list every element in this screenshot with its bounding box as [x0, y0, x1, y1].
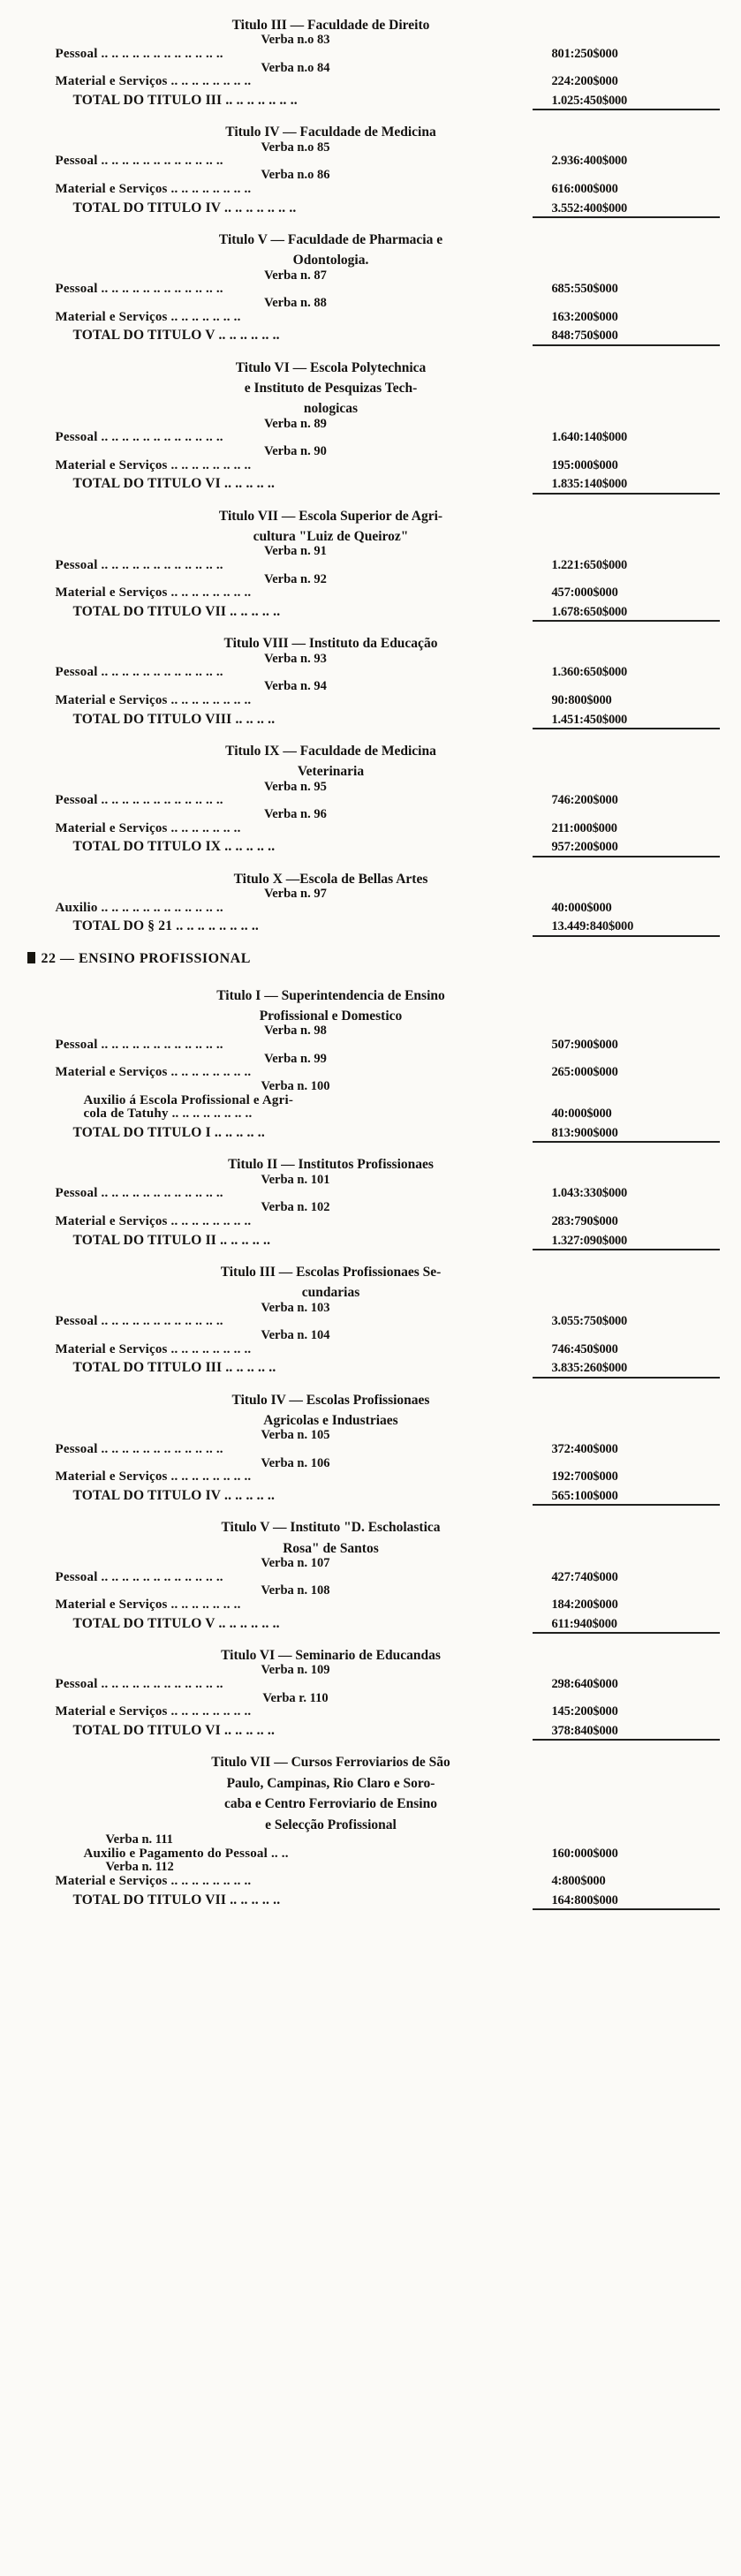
total-row [22, 840, 720, 857]
verba-label: Verba n. 99 [264, 1051, 327, 1066]
expense-label: cola de Tatuhy .. .. .. .. .. .. .. .. [83, 1107, 253, 1122]
expense-row [22, 1107, 720, 1122]
expense-row [22, 794, 720, 808]
verba-label: Verba n. 112 [105, 1860, 174, 1875]
total-value: 13.449:840$000 [533, 920, 720, 936]
total-row [22, 1489, 720, 1506]
expense-label: Pessoal .. .. .. .. .. .. .. .. .. .. .. .. [55, 155, 223, 169]
expense-value: 746:450$000 [551, 1341, 618, 1356]
block-spacer [22, 495, 720, 503]
expense-row [22, 586, 720, 601]
expense-label: Pessoal .. .. .. .. .. .. .. .. .. .. .. .. [55, 1442, 223, 1456]
expense-value: 1.640:140$000 [551, 430, 628, 445]
expense-value: 1.043:330$000 [551, 1186, 628, 1201]
total-row [22, 201, 720, 218]
expense-label: Pessoal .. .. .. .. .. .. .. .. .. .. .. .. [55, 431, 223, 445]
expense-value: 427:740$000 [551, 1569, 618, 1584]
expense-value: 211:000$000 [551, 820, 617, 835]
section-number: 22 [41, 950, 57, 966]
verba-label: Verba n. 103 [261, 1300, 330, 1315]
block-spacer [22, 1143, 720, 1152]
total-value: 1.678:650$000 [533, 606, 720, 622]
expense-label: Material e Serviços .. .. .. .. .. .. .. .. [55, 1874, 252, 1888]
title-heading: Titulo II — Institutos Profissionaes [228, 1157, 434, 1173]
expense-row [22, 1470, 720, 1484]
verba-label: Verba r. 110 [262, 1690, 329, 1705]
expense-value: 616:000$000 [551, 181, 618, 196]
expense-row [22, 459, 720, 473]
total-label: TOTAL DO TITULO VI .. .. .. .. .. [72, 477, 276, 492]
title-heading: Agricolas e Industriaes [263, 1412, 398, 1428]
expense-row [22, 1215, 720, 1229]
total-value: 378:840$000 [533, 1725, 720, 1741]
expense-value: 40:000$000 [551, 900, 612, 915]
title-heading: Titulo VI — Seminario de Educandas [221, 1648, 441, 1664]
total-label: TOTAL DO TITULO II .. .. .. .. .. [72, 1233, 271, 1248]
title-heading: Titulo IV — Faculdade de Medicina [225, 125, 436, 140]
expense-label: Material e Serviços .. .. .. .. .. .. .. .. [55, 693, 252, 707]
total-label: TOTAL DO TITULO VII .. .. .. .. .. [72, 605, 281, 620]
expense-value: 372:400$000 [551, 1441, 618, 1456]
title-heading: Titulo IX — Faculdade de Medicina [225, 743, 436, 759]
verba-label: Verba n.o 84 [261, 60, 330, 75]
expense-value: 90:800$000 [551, 692, 612, 707]
expense-label: Pessoal .. .. .. .. .. .. .. .. .. .. .. .. [55, 1315, 223, 1329]
total-label: TOTAL DO TITULO VII .. .. .. .. .. [72, 1892, 281, 1907]
expense-label: Pessoal .. .. .. .. .. .. .. .. .. .. .. .. [55, 1038, 223, 1052]
total-label: TOTAL DO TITULO IV .. .. .. .. .. .. .. [72, 200, 297, 215]
expense-value: 2.936:400$000 [551, 154, 628, 169]
expense-value: 160:000$000 [551, 1846, 618, 1861]
block-spacer [22, 1741, 720, 1749]
total-row [22, 1361, 720, 1378]
expense-label: Material e Serviços .. .. .. .. .. .. .. .. [55, 458, 252, 472]
verba-label: Verba n. 98 [264, 1024, 327, 1039]
total-row [22, 1126, 720, 1143]
expense-value: 283:790$000 [551, 1213, 618, 1228]
expense-label: Pessoal .. .. .. .. .. .. .. .. .. .. .. .. [55, 1187, 223, 1201]
total-label: TOTAL DO TITULO III .. .. .. .. .. [72, 1361, 276, 1376]
expense-row [22, 694, 720, 708]
expense-row [22, 1343, 720, 1357]
expense-label: Material e Serviços .. .. .. .. .. .. .. .. [55, 182, 252, 196]
expense-row [22, 1875, 720, 1889]
title-heading: e Instituto de Pesquizas Tech- [244, 380, 418, 396]
verba-label: Verba n. 109 [261, 1663, 330, 1678]
expense-label: Auxilio .. .. .. .. .. .. .. .. .. .. .. .. [55, 901, 223, 915]
expense-value: 801:250$000 [551, 47, 618, 62]
budget-table [22, 4, 720, 1910]
expense-row [22, 1094, 720, 1108]
expense-value: 4:800$000 [551, 1873, 606, 1888]
verba-label: Verba n. 92 [264, 571, 327, 586]
verba-label: Verba n. 111 [105, 1832, 173, 1847]
block-spacer [22, 857, 720, 866]
total-value: 611:940$000 [533, 1618, 720, 1634]
expense-row [22, 75, 720, 89]
expense-label: Material e Serviços .. .. .. .. .. .. .. .. [55, 1066, 252, 1080]
expense-label: Pessoal .. .. .. .. .. .. .. .. .. .. .. .. [55, 48, 223, 62]
expense-row [22, 311, 720, 325]
title-heading: Veterinaria [297, 764, 365, 780]
expense-label: Pessoal .. .. .. .. .. .. .. .. .. .. .. .. [55, 1570, 223, 1584]
block-spacer [22, 622, 720, 631]
total-value: 848:750$000 [533, 329, 720, 345]
expense-value: 685:550$000 [551, 282, 618, 297]
total-row [22, 919, 720, 936]
total-value: 3.552:400$000 [533, 202, 720, 218]
block-spacer [22, 729, 720, 738]
expense-label: Pessoal .. .. .. .. .. .. .. .. .. .. .. .. [55, 559, 223, 573]
verba-label: Verba n. 95 [264, 779, 327, 794]
expense-row [22, 666, 720, 680]
total-row [22, 605, 720, 622]
total-value: 1.327:090$000 [533, 1235, 720, 1250]
expense-label: Auxilio e Pagamento do Pessoal .. .. [83, 1847, 289, 1861]
expense-value: 507:900$000 [551, 1037, 618, 1052]
expense-value: 457:000$000 [551, 585, 618, 601]
verba-label: Verba n. 108 [261, 1583, 330, 1598]
total-value: 565:100$000 [533, 1490, 720, 1506]
block-spacer [22, 1250, 720, 1259]
title-heading: caba e Centro Ferroviario de Ensino [224, 1796, 437, 1812]
title-heading: Titulo III — Faculdade de Direito [231, 18, 430, 33]
expense-value: 265:000$000 [551, 1065, 618, 1080]
total-label: TOTAL DO TITULO V .. .. .. .. .. .. [72, 1616, 280, 1631]
expense-row [22, 1039, 720, 1053]
expense-label: Material e Serviços .. .. .. .. .. .. .. .. [55, 1705, 252, 1719]
expense-row [22, 1598, 720, 1613]
verba-label: Verba n. 101 [261, 1172, 330, 1187]
verba-label: Verba n. 94 [264, 679, 327, 694]
expense-value: 298:640$000 [551, 1677, 618, 1692]
block-spacer [22, 346, 720, 355]
total-row [22, 1724, 720, 1741]
verba-label: Verba n.o 83 [261, 33, 330, 48]
expense-value: 3.055:750$000 [551, 1314, 628, 1329]
expense-value: 746:200$000 [551, 793, 618, 808]
total-value: 813:900$000 [533, 1127, 720, 1143]
expense-row [22, 1847, 720, 1862]
expense-label: Material e Serviços .. .. .. .. .. .. .. [55, 310, 241, 324]
expense-row [22, 559, 720, 573]
expense-label: Material e Serviços .. .. .. .. .. .. .. .. [55, 1470, 252, 1484]
title-heading: Titulo VII — Escola Superior de Agri- [218, 508, 443, 524]
verba-label: Verba n. 90 [264, 444, 327, 459]
expense-value: 184:200$000 [551, 1598, 618, 1613]
total-label: TOTAL DO TITULO IV .. .. .. .. .. [72, 1489, 276, 1504]
expense-value: 192:700$000 [551, 1469, 618, 1484]
block-spacer [22, 110, 720, 119]
title-heading: Titulo III — Escolas Profissionaes Se- [220, 1264, 442, 1280]
expense-row [22, 822, 720, 836]
verba-label: Verba n. 96 [264, 806, 327, 821]
verba-label: Verba n.o 86 [261, 168, 330, 183]
block-spacer [22, 4, 720, 12]
expense-row [22, 1571, 720, 1585]
expense-row [22, 1187, 720, 1201]
total-row [22, 477, 720, 494]
expense-value: 163:200$000 [551, 309, 618, 324]
block-spacer [22, 1379, 720, 1387]
expense-row [22, 1678, 720, 1692]
expense-row [22, 1443, 720, 1457]
total-label: TOTAL DO TITULO IX .. .. .. .. .. [72, 840, 276, 855]
expense-value: 145:200$000 [551, 1704, 618, 1719]
verba-label: Verba n. 97 [264, 886, 327, 901]
total-value: 164:800$000 [533, 1894, 720, 1910]
expense-row [22, 183, 720, 197]
block-spacer [22, 218, 720, 227]
title-heading: e Selecção Profissional [265, 1817, 397, 1832]
total-label: TOTAL DO TITULO III .. .. .. .. .. .. .. [72, 94, 298, 109]
title-heading: Titulo VIII — Instituto da Educação [223, 636, 438, 652]
total-value: 1.451:450$000 [533, 714, 720, 729]
verba-label: Verba n. 87 [264, 268, 327, 283]
expense-label: Material e Serviços .. .. .. .. .. .. .. .. [55, 1342, 252, 1356]
title-heading: nologicas [303, 401, 359, 417]
total-row [22, 329, 720, 345]
verba-label: Verba n. 100 [261, 1079, 330, 1094]
expense-row [22, 431, 720, 445]
verba-label: Verba n. 93 [264, 651, 327, 666]
expense-row [22, 1066, 720, 1080]
expense-row [22, 1705, 720, 1719]
title-heading: Titulo VII — Cursos Ferroviarios de São [211, 1755, 450, 1771]
title-heading: Titulo V — Faculdade de Pharmacia e [218, 231, 443, 247]
total-row [22, 1893, 720, 1910]
expense-value: 224:200$000 [551, 74, 618, 89]
total-row [22, 1234, 720, 1250]
expense-label: Material e Serviços .. .. .. .. .. .. .. [55, 821, 241, 835]
verba-label: Verba n. 89 [264, 416, 327, 431]
expense-row [22, 1315, 720, 1329]
title-heading: Profissional e Domestico [259, 1008, 403, 1024]
title-heading: cultura "Luiz de Queiroz" [253, 529, 409, 544]
total-label: TOTAL DO TITULO VI .. .. .. .. .. [72, 1724, 276, 1739]
expense-label: Material e Serviços .. .. .. .. .. .. .. [55, 1598, 241, 1613]
verba-label: Verba n. 107 [261, 1556, 330, 1571]
title-heading: Rosa" de Santos [283, 1540, 379, 1556]
verba-label: Verba n. 105 [261, 1428, 330, 1443]
title-heading: Titulo IV — Escolas Profissionaes [231, 1392, 430, 1408]
block-spacer [22, 1506, 720, 1515]
square-bullet-icon [27, 952, 35, 963]
expense-value: 40:000$000 [551, 1107, 612, 1122]
total-value: 1.835:140$000 [533, 478, 720, 494]
block-spacer [22, 974, 720, 983]
expense-row [22, 155, 720, 169]
expense-row [22, 902, 720, 916]
section-name: — ENSINO PROFISSIONAL [60, 950, 251, 966]
expense-row [22, 283, 720, 297]
expense-label: Auxilio á Escola Profissional e Agri- [83, 1093, 294, 1107]
verba-label: Verba n. 91 [264, 544, 327, 559]
expense-label: Material e Serviços .. .. .. .. .. .. .. .. [55, 586, 252, 601]
title-heading: Paulo, Campinas, Rio Claro e Soro- [226, 1775, 435, 1791]
total-row [22, 713, 720, 729]
expense-label: Material e Serviços .. .. .. .. .. .. .. .. [55, 75, 252, 89]
total-label: TOTAL DO TITULO V .. .. .. .. .. .. [72, 329, 280, 344]
expense-row [22, 48, 720, 62]
expense-label: Pessoal .. .. .. .. .. .. .. .. .. .. .. .. [55, 1678, 223, 1692]
total-label: TOTAL DO § 21 .. .. .. .. .. .. .. .. [72, 919, 260, 934]
expense-label: Pessoal .. .. .. .. .. .. .. .. .. .. .. .. [55, 666, 223, 680]
expense-value: 1.221:650$000 [551, 558, 628, 573]
block-spacer [22, 1634, 720, 1643]
total-row [22, 1617, 720, 1634]
title-heading: Titulo V — Instituto "D. Escholastica [221, 1520, 441, 1536]
title-heading: cundarias [301, 1285, 360, 1301]
title-heading: Titulo I — Superintendencia de Ensino [216, 987, 445, 1003]
verba-label: Verba n. 106 [261, 1455, 330, 1470]
title-heading: Titulo X —Escola de Bellas Artes [233, 871, 428, 887]
expense-value: 1.360:650$000 [551, 665, 628, 680]
total-label: TOTAL DO TITULO VIII .. .. .. .. [72, 712, 276, 727]
expense-label: Pessoal .. .. .. .. .. .. .. .. .. .. .. .. [55, 794, 223, 808]
expense-label: Pessoal .. .. .. .. .. .. .. .. .. .. .. .. [55, 283, 223, 297]
expense-label: Material e Serviços .. .. .. .. .. .. .. .. [55, 1214, 252, 1228]
total-value: 1.025:450$000 [533, 94, 720, 110]
verba-label: Verba n.o 85 [261, 140, 330, 155]
title-heading: Odontologia. [292, 253, 369, 268]
verba-label: Verba n. 102 [261, 1200, 330, 1215]
verba-label: Verba n. 104 [261, 1327, 330, 1342]
total-row [22, 94, 720, 110]
total-value: 3.835:260$000 [533, 1362, 720, 1378]
expense-value: 195:000$000 [551, 457, 618, 472]
total-label: TOTAL DO TITULO I .. .. .. .. .. [72, 1126, 265, 1141]
verba-label: Verba n. 88 [264, 295, 327, 310]
title-heading: Titulo VI — Escola Polytechnica [235, 359, 427, 375]
total-value: 957:200$000 [533, 841, 720, 857]
section-title [27, 951, 720, 967]
